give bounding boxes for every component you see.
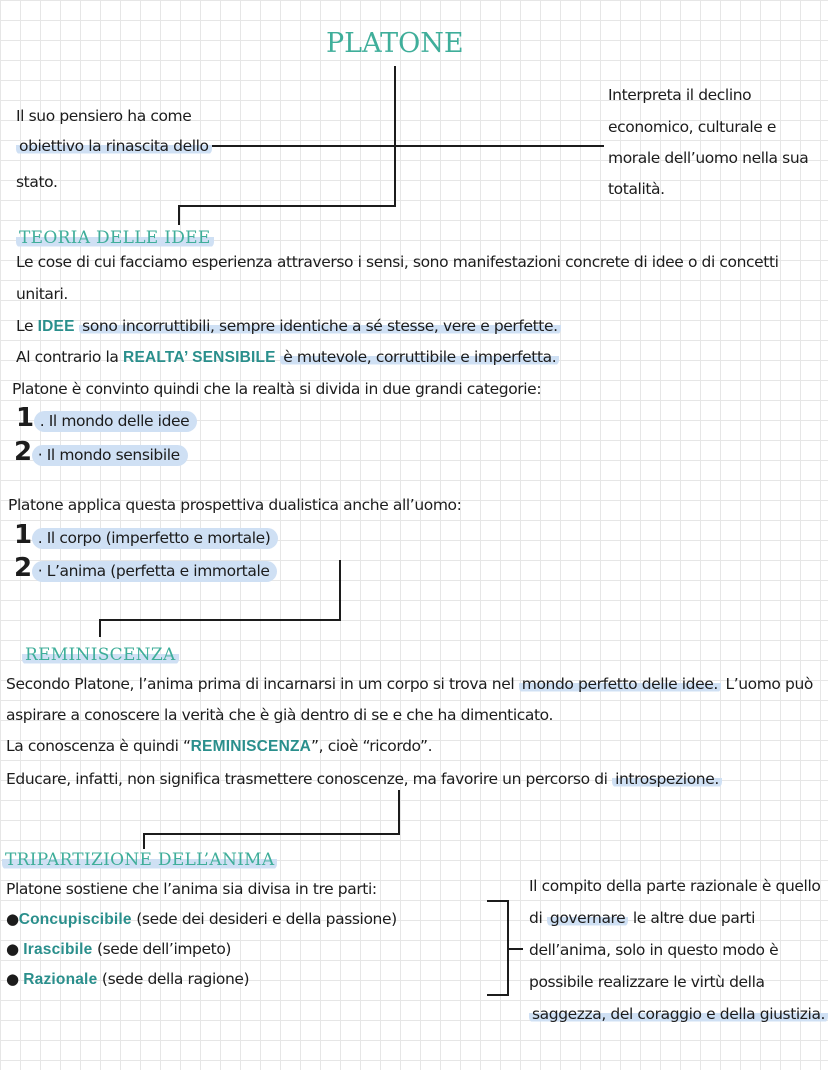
bracket-pointer [509, 948, 523, 950]
reminiscenza-line-1 [6, 675, 813, 693]
intro-right-line-3: morale dell’uomo nella sua [608, 149, 809, 167]
teoria-p3-post: è mutevole, corruttibile e imperfetta. [280, 348, 559, 366]
intro-left-line-1: Il suo pensiero ha come [16, 107, 192, 125]
tripartizione-right-line-1: Il compito della parte razionale è quello [529, 877, 821, 895]
reminiscenza-line-1-hl: mondo perfetto delle idee. [519, 675, 721, 693]
teoria-p5: Platone applica questa prospettiva dualistica anche all’uomo: [8, 496, 462, 514]
section-heading-teoria-text: TEORIA DELLE IDEE [16, 228, 214, 248]
reminiscenza-line-3 [6, 737, 432, 756]
tripartizione-intro: Platone sostiene che l’anima sia divisa in tre parti: [6, 880, 377, 898]
bullet-icon: ● [6, 910, 19, 928]
connector-hook-horizontal [178, 205, 396, 207]
tripartizione-right-line-4: possibile realizzare le virtù della [529, 973, 765, 991]
keyword-reminiscenza: REMINISCENZA [190, 738, 312, 755]
tripartizione-right-line-2-hl: governare [547, 909, 628, 927]
list-item [16, 403, 197, 433]
reminiscenza-line-1-pre: Secondo Platone, l’anima prima di incarnarsi in um corpo si trova nel [6, 675, 515, 693]
teoria-p2-pre: Le [16, 317, 34, 335]
connector-2-hook [99, 619, 101, 637]
list-number: 2 [14, 437, 32, 467]
section-heading-tripartizione-text: TRIPARTIZIONE DELL’ANIMA [2, 850, 277, 870]
list-item [14, 520, 278, 550]
teoria-p2 [16, 317, 561, 336]
list-item [14, 437, 188, 467]
list-item [6, 940, 231, 959]
part-desc: (sede dei desideri e della passione) [131, 910, 397, 928]
bullet-icon: ● [6, 940, 19, 958]
tripartizione-right-line-2-pre: di [529, 909, 543, 927]
keyword-razionale: Razionale [23, 971, 98, 988]
list-number: 1 [16, 403, 34, 433]
section-heading-reminiscenza-text: REMINISCENZA [22, 645, 179, 665]
list-number: 2 [14, 553, 32, 583]
section-heading-teoria [16, 228, 214, 248]
reminiscenza-line-4-hl: introspezione. [612, 770, 722, 788]
keyword-irascibile: Irascibile [23, 941, 93, 958]
bracket-bottom [487, 994, 509, 996]
teoria-p3 [16, 348, 559, 367]
part-desc: (sede della ragione) [97, 970, 250, 988]
connector-2-horizontal [99, 619, 341, 621]
bracket-top [487, 900, 509, 902]
tripartizione-right-line-3: dell’anima, solo in questo modo è [529, 941, 779, 959]
list-item [6, 970, 249, 989]
teoria-p4: Platone è convinto quindi che la realtà si divida in due grandi categorie: [12, 380, 542, 398]
tripartizione-right-line-5-hl: saggezza, del coraggio e della giustizia. [529, 1005, 828, 1023]
intro-left-line-2-text: obiettivo la rinascita dello [16, 137, 212, 155]
reminiscenza-line-4 [6, 770, 722, 788]
section-heading-reminiscenza [22, 645, 179, 665]
intro-left-line-3: stato. [16, 173, 58, 191]
page-title: PLATONE [326, 28, 464, 59]
teoria-p1b: unitari. [16, 285, 68, 303]
reminiscenza-line-2: aspirare a conoscere la verità che è già dentro di se e che ha dimenticato. [6, 706, 553, 724]
bullet-icon: ● [6, 970, 19, 988]
keyword-realta-sensibile: REALTA’ SENSIBILE [123, 349, 276, 366]
keyword-concupiscibile: Concupiscibile [18, 911, 132, 928]
connector-vertical-top [394, 66, 396, 206]
teoria-p2-post: sono incorruttibili, sempre identiche a sé stesse, vere e perfette. [79, 317, 560, 335]
tripartizione-right-line-5 [529, 1005, 828, 1023]
reminiscenza-line-1-post: L’uomo può [725, 675, 813, 693]
intro-right-line-4: totalità. [608, 180, 665, 198]
reminiscenza-line-3-pre: La conoscenza è quindi “ [6, 737, 191, 755]
connector-horizontal-top [204, 145, 604, 147]
list-item-text: . Il mondo delle idee [34, 411, 198, 432]
reminiscenza-line-4-pre: Educare, infatti, non significa trasmettere conoscenze, ma favorire un percorso di [6, 770, 608, 788]
list-item [6, 910, 397, 929]
reminiscenza-line-3-post: ”, cioè “ricordo”. [311, 737, 433, 755]
section-heading-tripartizione [2, 850, 277, 870]
list-item [14, 553, 277, 583]
list-item-text: · Il mondo sensibile [32, 445, 188, 466]
teoria-p3-pre: Al contrario la [16, 348, 119, 366]
connector-2-vertical [339, 560, 341, 620]
list-item-text: . Il corpo (imperfetto e mortale) [32, 528, 279, 549]
connector-hook-vertical [178, 205, 180, 225]
intro-left-line-2 [16, 137, 212, 155]
connector-3-horizontal [143, 833, 400, 835]
keyword-idee: IDEE [37, 318, 75, 335]
intro-right-line-2: economico, culturale e [608, 118, 777, 136]
list-item-text: · L’anima (perfetta e immortale [32, 561, 278, 582]
intro-right-line-1: Interpreta il declino [608, 86, 752, 104]
connector-3-vertical [398, 790, 400, 834]
tripartizione-right-line-2-post: le altre due parti [632, 909, 756, 927]
connector-3-hook [143, 833, 145, 849]
part-desc: (sede dell’impeto) [92, 940, 232, 958]
teoria-p1a: Le cose di cui facciamo esperienza attraverso i sensi, sono manifestazioni concrete di idee o di concetti [16, 253, 779, 271]
tripartizione-right-line-2 [529, 909, 755, 927]
list-number: 1 [14, 520, 32, 550]
